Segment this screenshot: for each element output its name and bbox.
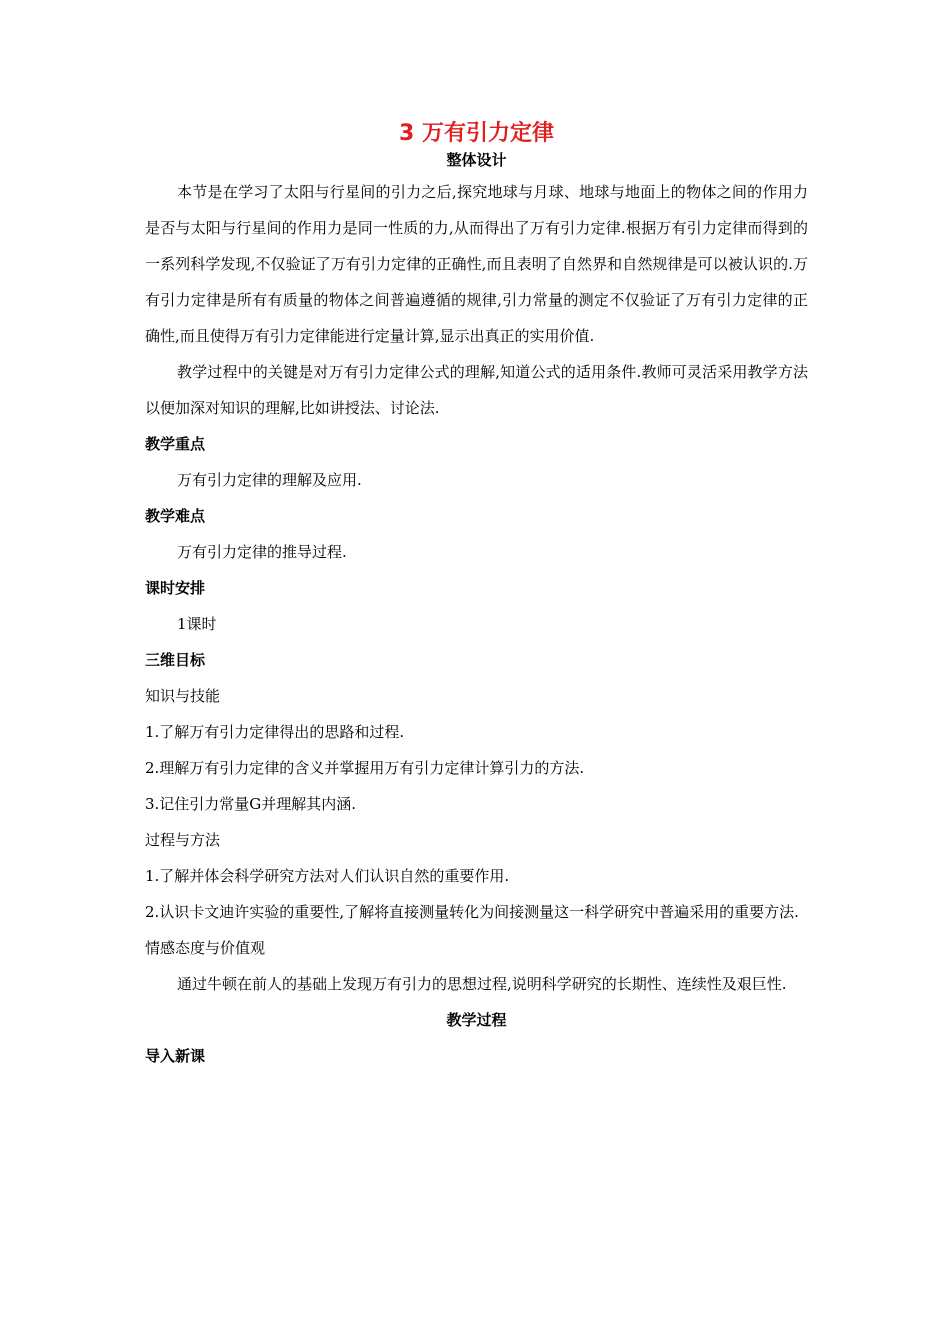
key-points-heading: 教学重点 [145,435,206,453]
goals-heading: 三维目标 [145,651,206,669]
teaching-process-heading: 教学过程 [446,1011,507,1029]
intro-paragraph-1: 本节是在学习了太阳与行星间的引力之后,探究地球与月球、地球与地面上的物体之间的作用力是否与太阳与行星间的作用力是同一性质的力,从而得出了万有引力定律.根据万有引力定律而得到的一系列科学发现,不仅验证了万有引力定律的正确性,而且表明了自然界和自然规律是可以被认识的.万有引力定律是所有有质量的物体之间普遍遵循的规律,引力常量的测定不仅验证了万有引力定律的正确性,而且使得万有引力定律能进行定量计算,显示出真正的实用价值. [145,183,808,345]
knowledge-item: 3.记住引力常量G并理解其内涵. [145,795,357,813]
knowledge-item: 2.理解万有引力定律的含义并掌握用万有引力定律计算引力的方法. [145,759,585,777]
difficulty-text: 万有引力定律的推导过程. [177,543,347,561]
knowledge-item: 1.了解万有引力定律得出的思路和过程. [145,723,405,741]
document-title: 3 万有引力定律 [399,121,554,146]
process-item: 1.了解并体会科学研究方法对人们认识自然的重要作用. [145,867,510,885]
section-subtitle: 整体设计 [446,151,507,169]
attitude-text: 通过牛顿在前人的基础上发现万有引力的思想过程,说明科学研究的长期性、连续性及艰巨性. [177,975,787,993]
key-points-text: 万有引力定律的理解及应用. [177,471,362,489]
process-heading: 过程与方法 [145,831,221,849]
document-body [145,118,808,1074]
process-item: 2.认识卡文迪许实验的重要性,了解将直接测量转化为间接测量这一科学研究中普遍采用的重要方法. [145,903,799,921]
schedule-heading: 课时安排 [145,579,206,597]
attitude-heading: 情感态度与价值观 [145,939,266,957]
intro-lesson-heading: 导入新课 [145,1047,206,1065]
intro-paragraph-2: 教学过程中的关键是对万有引力定律公式的理解,知道公式的适用条件.教师可灵活采用教学方法以便加深对知识的理解,比如讲授法、讨论法. [145,363,808,417]
difficulty-heading: 教学难点 [145,507,206,525]
knowledge-heading: 知识与技能 [145,687,221,705]
schedule-text: 1课时 [177,615,217,633]
